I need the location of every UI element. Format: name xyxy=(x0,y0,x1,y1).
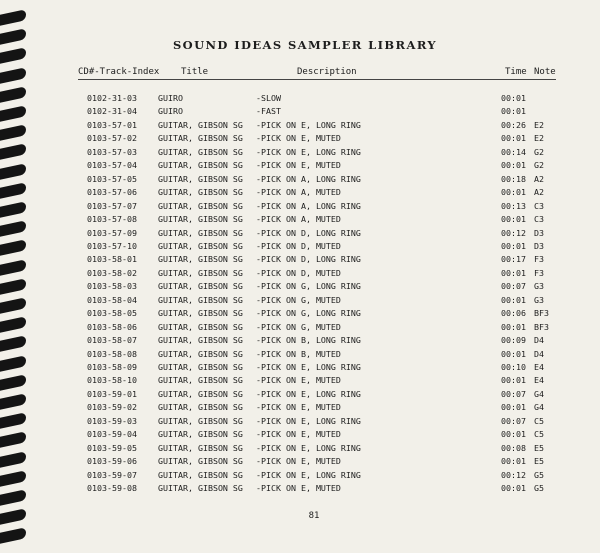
table-row xyxy=(0,213,600,226)
cell-title: GUITAR, GIBSON SG xyxy=(158,133,243,144)
column-header-description: Description xyxy=(297,67,357,77)
cell-title: GUIRO xyxy=(158,106,183,117)
cell-id: 0103-57-04 xyxy=(87,160,137,171)
cell-id: 0103-58-03 xyxy=(87,281,137,292)
cell-time: 00:10 xyxy=(501,362,526,372)
cell-description: -PICK ON E, MUTED xyxy=(256,483,341,494)
cell-description: -PICK ON E, MUTED xyxy=(256,402,341,413)
cell-note: C5 xyxy=(534,415,544,426)
cell-description: -PICK ON E, MUTED xyxy=(256,133,341,144)
column-header-note: Note xyxy=(534,67,556,77)
cell-id: 0103-59-03 xyxy=(87,415,137,426)
cell-note: C3 xyxy=(534,214,544,225)
cell-title: GUITAR, GIBSON SG xyxy=(158,146,243,157)
column-header-id: CD#-Track-Index xyxy=(78,67,160,77)
cell-id: 0103-58-08 xyxy=(87,348,137,359)
cell-description: -PICK ON A, LONG RING xyxy=(256,173,361,184)
cell-id: 0103-59-07 xyxy=(87,469,137,480)
cell-title: GUITAR, GIBSON SG xyxy=(158,442,243,453)
cell-id: 0103-57-06 xyxy=(87,187,137,198)
cell-note: A2 xyxy=(534,187,544,198)
cell-id: 0103-58-07 xyxy=(87,335,137,346)
cell-title: GUITAR, GIBSON SG xyxy=(158,267,243,278)
table-row xyxy=(0,401,600,414)
cell-description: -PICK ON D, LONG RING xyxy=(256,227,361,238)
binding-ring xyxy=(0,67,26,84)
cell-description: -PICK ON E, LONG RING xyxy=(256,362,361,372)
cell-id: 0103-59-06 xyxy=(87,456,137,467)
cell-note: G5 xyxy=(534,469,544,480)
cell-title: GUITAR, GIBSON SG xyxy=(158,375,243,386)
cell-note: D4 xyxy=(534,348,544,359)
cell-note: E4 xyxy=(534,375,544,386)
cell-id: 0103-59-08 xyxy=(87,483,137,494)
column-header-time: Time xyxy=(505,67,527,77)
table-row xyxy=(0,105,600,118)
cell-title: GUIRO xyxy=(158,93,183,103)
cell-id: 0103-58-02 xyxy=(87,267,137,278)
table-row xyxy=(0,374,600,387)
table-row xyxy=(0,321,600,334)
table-row xyxy=(0,240,600,253)
cell-time: 00:07 xyxy=(501,281,526,292)
table-row xyxy=(0,482,600,495)
cell-title: GUITAR, GIBSON SG xyxy=(158,173,243,184)
cell-description: -PICK ON E, LONG RING xyxy=(256,388,361,399)
table-row xyxy=(0,253,600,266)
cell-note: G4 xyxy=(534,402,544,413)
table-row xyxy=(0,348,600,361)
cell-time: 00:01 xyxy=(501,456,526,467)
cell-note: E5 xyxy=(534,456,544,467)
cell-title: GUITAR, GIBSON SG xyxy=(158,429,243,440)
table-row xyxy=(0,159,600,172)
cell-time: 00:07 xyxy=(501,415,526,426)
table-row xyxy=(0,132,600,145)
table-row xyxy=(0,415,600,428)
cell-title: GUITAR, GIBSON SG xyxy=(158,294,243,305)
cell-note: G3 xyxy=(534,281,544,292)
cell-title: GUITAR, GIBSON SG xyxy=(158,388,243,399)
cell-description: -PICK ON B, MUTED xyxy=(256,348,341,359)
cell-time: 00:01 xyxy=(501,240,526,251)
cell-time: 00:01 xyxy=(501,93,526,103)
table-row xyxy=(0,442,600,455)
table-row xyxy=(0,294,600,307)
document-title: SOUND IDEAS SAMPLER LIBRARY xyxy=(172,38,438,52)
table-row xyxy=(0,361,600,374)
cell-title: GUITAR, GIBSON SG xyxy=(158,335,243,346)
table-row xyxy=(0,186,600,199)
cell-id: 0103-58-04 xyxy=(87,294,137,305)
cell-time: 00:26 xyxy=(501,119,526,130)
cell-title: GUITAR, GIBSON SG xyxy=(158,119,243,130)
cell-time: 00:01 xyxy=(501,375,526,386)
cell-note: D4 xyxy=(534,335,544,346)
column-header-title: Title xyxy=(181,67,209,77)
cell-time: 00:01 xyxy=(501,214,526,225)
cell-note: F3 xyxy=(534,267,544,278)
cell-note: BF3 xyxy=(534,308,549,319)
cell-title: GUITAR, GIBSON SG xyxy=(158,402,243,413)
cell-id: 0103-58-10 xyxy=(87,375,137,386)
cell-description: -PICK ON E, MUTED xyxy=(256,375,341,386)
cell-title: GUITAR, GIBSON SG xyxy=(158,321,243,332)
table-row xyxy=(0,307,600,320)
cell-title: GUITAR, GIBSON SG xyxy=(158,187,243,198)
cell-time: 00:12 xyxy=(501,227,526,238)
cell-description: -PICK ON D, LONG RING xyxy=(256,254,361,265)
cell-id: 0103-59-02 xyxy=(87,402,137,413)
cell-time: 00:01 xyxy=(501,483,526,494)
cell-id: 0103-59-05 xyxy=(87,442,137,453)
cell-title: GUITAR, GIBSON SG xyxy=(158,415,243,426)
cell-id: 0103-57-09 xyxy=(87,227,137,238)
cell-title: GUITAR, GIBSON SG xyxy=(158,362,243,372)
cell-description: -PICK ON E, LONG RING xyxy=(256,119,361,130)
cell-id: 0103-58-05 xyxy=(87,308,137,319)
cell-note: G5 xyxy=(534,483,544,494)
cell-time: 00:01 xyxy=(501,160,526,171)
cell-time: 00:07 xyxy=(501,388,526,399)
cell-description: -PICK ON A, MUTED xyxy=(256,187,341,198)
table-row xyxy=(0,469,600,482)
cell-description: -PICK ON E, LONG RING xyxy=(256,415,361,426)
cell-title: GUITAR, GIBSON SG xyxy=(158,227,243,238)
cell-id: 0103-59-04 xyxy=(87,429,137,440)
cell-description: -PICK ON G, MUTED xyxy=(256,294,341,305)
cell-id: 0103-57-07 xyxy=(87,200,137,211)
table-row xyxy=(0,388,600,401)
cell-description: -PICK ON A, LONG RING xyxy=(256,200,361,211)
cell-title: GUITAR, GIBSON SG xyxy=(158,456,243,467)
header-rule xyxy=(78,79,556,80)
cell-id: 0103-58-09 xyxy=(87,362,137,372)
cell-id: 0103-57-03 xyxy=(87,146,137,157)
cell-time: 00:08 xyxy=(501,442,526,453)
cell-time: 00:09 xyxy=(501,335,526,346)
cell-description: -PICK ON D, MUTED xyxy=(256,240,341,251)
cell-description: -PICK ON E, LONG RING xyxy=(256,442,361,453)
cell-note: G3 xyxy=(534,294,544,305)
table-row xyxy=(0,200,600,213)
table-row xyxy=(0,227,600,240)
cell-description: -PICK ON E, LONG RING xyxy=(256,146,361,157)
cell-id: 0103-57-02 xyxy=(87,133,137,144)
cell-description: -PICK ON B, LONG RING xyxy=(256,335,361,346)
cell-time: 00:01 xyxy=(501,106,526,117)
cell-title: GUITAR, GIBSON SG xyxy=(158,469,243,480)
cell-time: 00:14 xyxy=(501,146,526,157)
cell-time: 00:17 xyxy=(501,254,526,265)
cell-id: 0103-57-08 xyxy=(87,214,137,225)
cell-title: GUITAR, GIBSON SG xyxy=(158,214,243,225)
cell-note: D3 xyxy=(534,240,544,251)
cell-time: 00:13 xyxy=(501,200,526,211)
cell-note: G2 xyxy=(534,146,544,157)
table-row xyxy=(0,92,600,105)
table-row xyxy=(0,455,600,468)
cell-description: -SLOW xyxy=(256,93,281,103)
table-row xyxy=(0,334,600,347)
cell-time: 00:01 xyxy=(501,294,526,305)
cell-note: F3 xyxy=(534,254,544,265)
cell-title: GUITAR, GIBSON SG xyxy=(158,281,243,292)
cell-description: -PICK ON G, LONG RING xyxy=(256,281,361,292)
cell-description: -PICK ON E, MUTED xyxy=(256,429,341,440)
cell-id: 0102-31-04 xyxy=(87,106,137,117)
cell-id: 0103-57-05 xyxy=(87,173,137,184)
cell-title: GUITAR, GIBSON SG xyxy=(158,308,243,319)
cell-description: -PICK ON E, MUTED xyxy=(256,160,341,171)
cell-note: A2 xyxy=(534,173,544,184)
cell-description: -PICK ON A, MUTED xyxy=(256,214,341,225)
cell-description: -PICK ON D, MUTED xyxy=(256,267,341,278)
cell-description: -PICK ON G, MUTED xyxy=(256,321,341,332)
binding-ring xyxy=(0,528,26,545)
table-row xyxy=(0,267,600,280)
cell-id: 0103-58-01 xyxy=(87,254,137,265)
cell-title: GUITAR, GIBSON SG xyxy=(158,200,243,211)
cell-title: GUITAR, GIBSON SG xyxy=(158,348,243,359)
cell-time: 00:01 xyxy=(501,267,526,278)
page-number: 81 xyxy=(308,511,320,521)
cell-note: C5 xyxy=(534,429,544,440)
cell-time: 00:12 xyxy=(501,469,526,480)
cell-title: GUITAR, GIBSON SG xyxy=(158,254,243,265)
cell-description: -FAST xyxy=(256,106,281,117)
table-row xyxy=(0,146,600,159)
cell-time: 00:06 xyxy=(501,308,526,319)
cell-time: 00:01 xyxy=(501,348,526,359)
binding-ring xyxy=(0,9,26,26)
cell-note: G4 xyxy=(534,388,544,399)
cell-time: 00:01 xyxy=(501,133,526,144)
cell-note: E5 xyxy=(534,442,544,453)
table-row xyxy=(0,280,600,293)
cell-id: 0103-58-06 xyxy=(87,321,137,332)
cell-id: 0103-59-01 xyxy=(87,388,137,399)
table-row xyxy=(0,119,600,132)
table-row xyxy=(0,173,600,186)
table-row xyxy=(0,428,600,441)
cell-note: C3 xyxy=(534,200,544,211)
cell-id: 0102-31-03 xyxy=(87,93,137,103)
cell-note: BF3 xyxy=(534,321,549,332)
cell-description: -PICK ON E, MUTED xyxy=(256,456,341,467)
cell-note: G2 xyxy=(534,160,544,171)
cell-note: E2 xyxy=(534,133,544,144)
cell-time: 00:01 xyxy=(501,429,526,440)
cell-note: E2 xyxy=(534,119,544,130)
cell-title: GUITAR, GIBSON SG xyxy=(158,160,243,171)
cell-time: 00:01 xyxy=(501,187,526,198)
cell-time: 00:18 xyxy=(501,173,526,184)
cell-id: 0103-57-01 xyxy=(87,119,137,130)
cell-time: 00:01 xyxy=(501,402,526,413)
cell-note: D3 xyxy=(534,227,544,238)
cell-description: -PICK ON G, LONG RING xyxy=(256,308,361,319)
cell-description: -PICK ON E, LONG RING xyxy=(256,469,361,480)
cell-note: E4 xyxy=(534,362,544,372)
cell-id: 0103-57-10 xyxy=(87,240,137,251)
cell-time: 00:01 xyxy=(501,321,526,332)
cell-title: GUITAR, GIBSON SG xyxy=(158,240,243,251)
cell-title: GUITAR, GIBSON SG xyxy=(158,483,243,494)
